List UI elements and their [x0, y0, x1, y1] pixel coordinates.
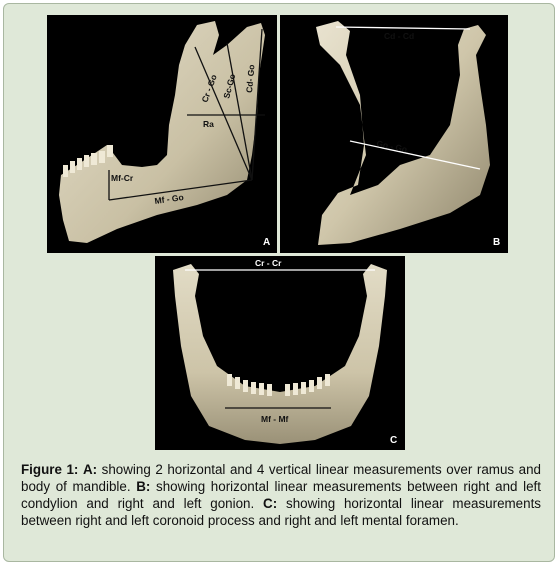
caption-b-label: B: — [136, 479, 151, 494]
label-mf-go: Mf - Go — [153, 192, 185, 206]
panel-c-letter: C — [390, 435, 398, 446]
caption-c-text: showing horizontal linear measurements between right and left coronoid process and right and left mental foramen. — [21, 496, 541, 528]
caption-figure-label: Figure 1: — [21, 462, 79, 477]
label-cr-go: Cr - Go — [199, 73, 219, 104]
caption-c-label: C: — [263, 496, 278, 511]
panel-b-image — [280, 15, 508, 253]
panel-a-image — [47, 15, 277, 253]
label-cr-cr: Cr - Cr — [255, 258, 282, 268]
label-mf-mf: Mf - Mf — [261, 414, 289, 424]
panel-a-letter: A — [263, 237, 271, 248]
label-go-go: Go - Go — [375, 138, 409, 155]
mandible-shape — [316, 21, 490, 245]
caption-a-label: A: — [82, 462, 98, 477]
label-mf-cr: Mf-Cr — [111, 173, 134, 183]
caption-b-text: showing horizontal linear measurements between right and left condylion and right and left gonion. — [21, 479, 541, 511]
label-cd-go: Cd- Go — [244, 64, 257, 94]
caption-a-text: showing 2 horizontal and 4 vertical linear measurements over ramus and body of mandible. — [21, 462, 541, 494]
panel-b-letter: B — [493, 237, 501, 248]
label-sc-go: Sc-Go — [221, 72, 238, 100]
figure-caption — [21, 461, 541, 529]
mandible-shape — [59, 21, 265, 243]
label-ra: Ra — [203, 119, 214, 129]
label-cd-cd: Cd - Cd — [384, 31, 415, 41]
panel-c-image — [155, 256, 405, 450]
